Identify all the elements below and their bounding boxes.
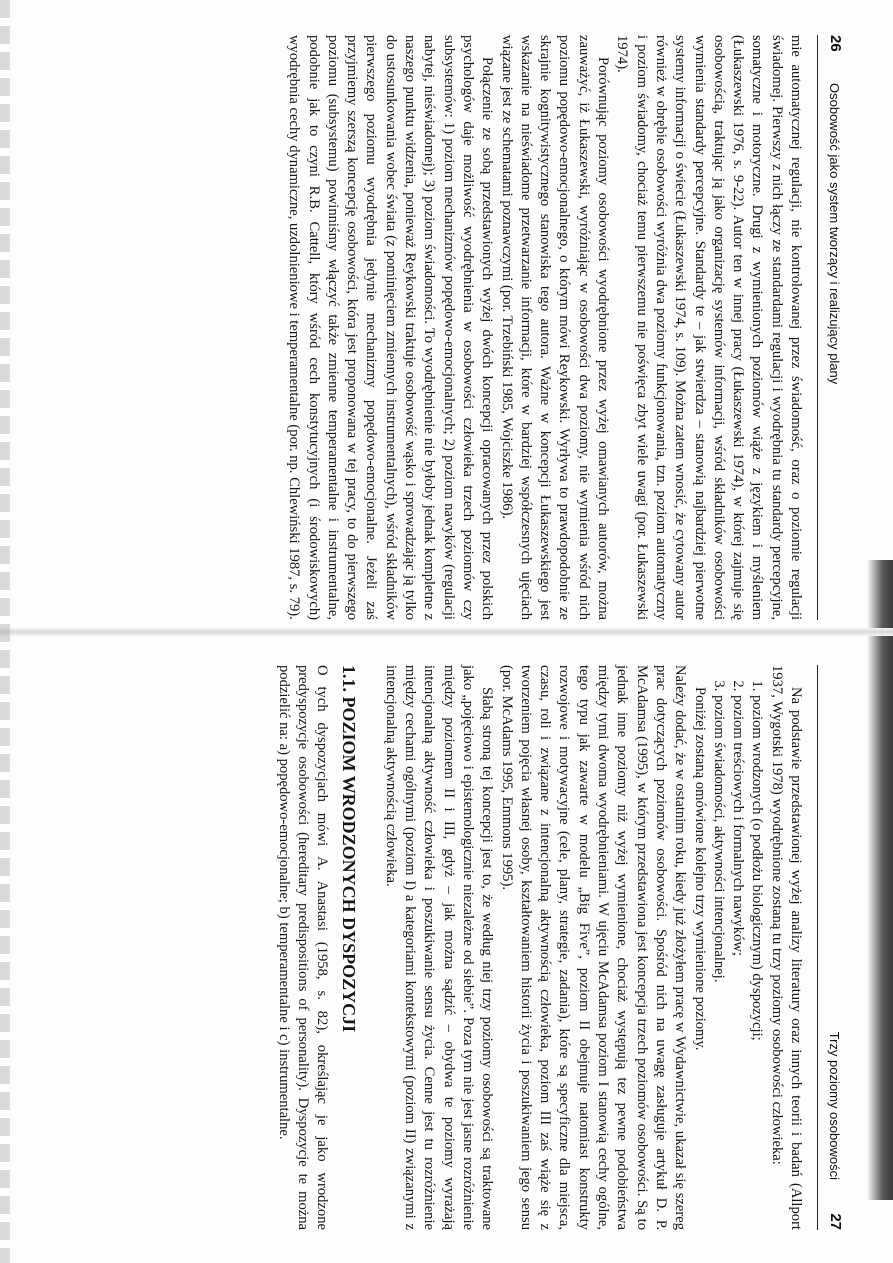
book-spine: [0, 628, 893, 636]
left-page-number: 26: [827, 35, 844, 52]
right-page: [0, 640, 893, 1240]
list-item: 2. poziom treściowych i formalnych nawyków;: [728, 695, 747, 1230]
left-running-head: Osobowość jako system tworzący i realizujący plany: [827, 83, 842, 385]
paragraph: O tych dyspozycjach mówi A. Anastasi (1958, s. 82), określając je jako wrodzone predyspozycje osobowości (hereditary predispositions of personality). Dyspozycje te można podzielić na: a) popędowo-emocjonalne; b) temperamentalne i c) instrumentalne.: [275, 665, 331, 1230]
paragraph: Porównując poziomy osobowości wyodrębnione przez wyżej omawianych autorów, można zauważyć, iż Łukaszewski, wyróżniając w osobowości dwa poziomy, nie wymienia wśród nich poziomu popędowo-emocjonalnego, o którym mówi Reykowski. Wyrływa to prawdopodobnie ze skrajnie kognitywistycznego stanowiska tego autora. Ważne w koncepcji Łukaszewskiego jest wskazanie na nieświadome przetwarzanie informacji, które w bardziej współczesnych ujęciach wiązane jest ze schematami poznawczymi (por. Trzebiński 1985, Wojciszke 1986).: [498, 35, 612, 620]
right-page-body: [273, 665, 805, 1230]
right-running-head: Trzy poziomy osobowości: [827, 1031, 842, 1180]
paragraph: mie automatycznej regulacji, nie kontrolowanej przez świadomość, oraz o poziomie regulacji świadomej. Pierwszy z nich łączy ze standardami regulacji i wyodrębnia tu standardy percepcyjne, somatyczne i motoryczne. Drugi z wymienionych poziomów wiąże z językiem i myśleniem (Łukaszewski 1976, s. 9-22). Autor ten w innej pracy (Łukaszewski 1974), w której zajmuje się osobowością, traktując ją jako organizację systemów informacji, wśród składników osobowości wymienia standardy percepcyjne. Standardy te – jak stwierdza – stanowią najbardziej pierwotne systemy informacji o świecie (Łukaszewski 1974, s. 109). Można zatem wnosić, że cytowany autor również w obrębie osobowości wyróżnia dwa poziomy funkcjonowania, tzn. poziom automatyczny i poziom świadomy, chociaż temu pierwszemu nie poświęca zbyt wiele uwagi (por. Łukaszewski 1974).: [614, 35, 804, 620]
section-heading: 1.1. POZIOM WRODZONYCH DYSPOZYCJI: [339, 665, 360, 1033]
left-running-header: [817, 35, 848, 620]
scan-edge: [0, 0, 10, 1263]
list-item: 3. poziom świadomości, aktywności intencjonalnej.: [709, 695, 728, 1230]
left-page-body: [284, 35, 805, 620]
intro-paragraph: Na podstawie przedstawionej wyżej analizy literatury oraz innych teorii i badań (Allport 1937, Wygotski 1978) wyodrębnione zostaną tu trzy poziomy osobowości człowieka:: [768, 665, 804, 1230]
paragraph: Słabą stroną tej koncepcji jest to, że według niej trzy poziomy osobowości są traktowane jako „pojęciowo i epistemologicznie niezależne od siebie”. Poza tym nie jest jasne rozróżnienie między poziomem II i III, gdyż – jak można sądzić – obydwa te poziomy wyrażają intencjonalną aktywność człowieka i poszukiwanie sensu życia. Cenne jest tu rozróżnienie między cechami ogólnymi (poziom I) a kategoriami kontekstowymi (poziom II) związanymi z intencjonalną aktywnością człowieka.: [382, 665, 496, 1230]
paragraph: Połączenie ze sobą przedstawionych wyżej dwóch koncepcji opracowanych przez polskich psychologów daje możliwość wyodrębnienia w osobowości człowieka trzech poziomów czy subsystemów: 1) poziom mechanizmów popędowo-emocjonalnych; 2) poziom nawyków (regulacji nabytej, nieświadomej); 3) poziom świadomości. To wyodrębnienie nie byłoby jednak kompletne z naszego punktu widzenia, ponieważ Reykowski traktuje osobowość wąsko i sprowadzając ją tylko do ustosunkowania wobec świata (z pominięciem zmiennych instrumentalnych), wśród składników pierwszego poziomu wyodrębnia jedynie mechanizmy popędowo-emocjonalne. Jeżeli zaś przyjmiemy szerszą koncepcję osobowości, która jest proponowana w tej pracy, to do pierwszego poziomu (subsystemu) powinniśmy włączyć także zmienne temperamentalne i instrumentalne, podobnie jak to czyni R.B. Cattell, który wśród cech konstytucyjnych (i środowiskowych) wyodrębnia cechy dynamiczne, uzdolnieniowe i temperamentalne (por. np. Chlewiński 1987, s. 79).: [286, 35, 496, 620]
right-page-number: 27: [827, 1213, 844, 1230]
right-running-header: [817, 665, 848, 1230]
left-page: [0, 10, 893, 630]
levels-list: [709, 665, 767, 1230]
paragraph: Należy dodać, że w ostatnim roku, kiedy już złożyłem pracę w Wydawnictwie, ukazał się szereg prac dotyczących poziomów osobowości. Spośród nich na uwagę zasługuje artykuł D. P. McAdamsa (1995), w którym przedstawiona jest koncepcja trzech poziomów osobowości. Są to jednak inne poziomy niż wyżej wymienione, chociaż występują tez pewne podobieństwa między tymi dwoma wyodrębnieniami. W ujęciu McAdamsa poziom I stanowią cechy ogólne, tego typu jak zawarte w modelu „Big Five”, poziom II obejmuje natomiast konstrukty rozwojowe i motywacyjne (cele, plany, strategie, zadania), które są specyficzne dla miejsca, czasu, roli i związane z intencjonalną aktywnością człowieka, poziom III zaś wiąże się z tworzeniem pojęcia własnej osoby, kształtowaniem historii życia i poszukiwaniem jego sensu (por. McAdams 1995, Emmons 1995).: [498, 665, 689, 1230]
paragraph: Poniżej zostaną omówione kolejno trzy wymienione poziomy.: [691, 687, 708, 1051]
list-item: 1. poziom wrodzonych (o podłożu biologicznym) dyspozycji;: [747, 695, 766, 1230]
